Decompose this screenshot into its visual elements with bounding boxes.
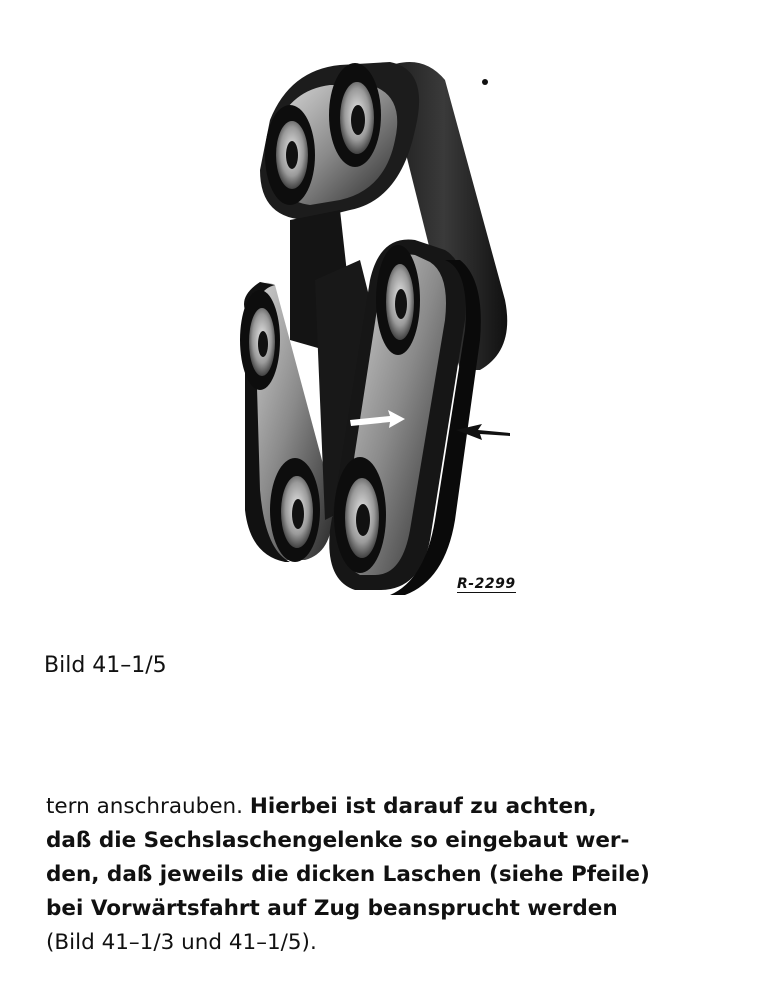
paragraph-line-3: den, daß jeweils die dicken Laschen (siehe Pfeile) — [46, 862, 650, 887]
paragraph-line-1 — [46, 790, 752, 824]
figure-reference-label: R-2299 — [457, 576, 516, 592]
paragraph-line-1-normal: tern anschrauben. — [46, 794, 250, 819]
body-paragraph — [46, 790, 752, 960]
paragraph-line-1-bold: Hierbei ist darauf zu achten, — [249, 794, 597, 819]
chain-joint-illustration-icon — [230, 50, 530, 610]
six-link-joint-figure — [230, 50, 530, 610]
figure-caption: Bild 41–1/5 — [44, 653, 167, 678]
paragraph-line-4: bei Vorwärtsfahrt auf Zug beansprucht werden — [46, 896, 618, 921]
paragraph-line-2: daß die Sechslaschengelenke so eingebaut wer- — [46, 828, 630, 853]
paragraph-line-5: (Bild 41–1/3 und 41–1/5). — [46, 930, 317, 955]
